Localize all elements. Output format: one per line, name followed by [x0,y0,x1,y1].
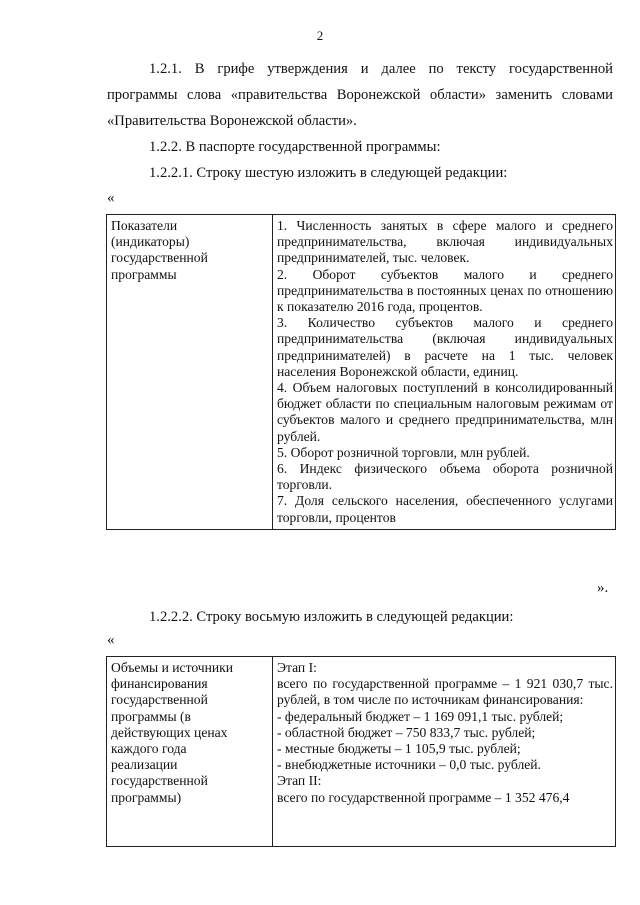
financing-label-cell [107,657,273,847]
stage-1-total: всего по государственной программе – 1 921 030,7 тыс. рублей, в том числе по источникам финансирования: [277,676,613,708]
financing-label-line: финансирования [111,676,208,692]
indicators-label-cell [107,215,273,530]
financing-label-line: Объемы и источники [111,660,234,675]
table-row [107,215,616,530]
table-row [107,657,616,847]
paragraph-1-2-1: 1.2.1. В грифе утверждения и далее по тексту государственной программы слова «правительства Воронежской области» заменить словами «Правительства Воронежской области». [107,61,613,129]
opening-quote-2: « [107,632,115,648]
indicator-item: 4. Объем налоговых поступлений в консолидированный бюджет области по специальным налоговым режимам от субъектов малого и среднего предпринимательства, млн рублей. [277,380,613,444]
indicators-list-cell [273,215,616,530]
financing-table [106,656,616,847]
financing-label-line: государственной [111,773,208,789]
financing-label-line: реализации [111,757,178,773]
financing-label-line: государственной [111,692,208,708]
stage-1-title: Этап I: [277,660,317,675]
funding-source: - областной бюджет – 750 833,7 тыс. рублей; [277,724,536,740]
indicator-item: 3. Количество субъектов малого и среднего предпринимательства (включая индивидуальных предпринимателей) в расчете на 1 тыс. человек населения Воронежской области, единиц. [277,315,613,379]
paragraph-1-2-2: 1.2.2. В паспорте государственной программы: [149,139,441,155]
stage-2-title: Этап II: [277,773,322,789]
indicator-item: 6. Индекс физического объема оборота розничной торговли. [277,461,613,493]
opening-quote-1: « [107,190,115,206]
page-number: 2 [316,28,324,43]
indicator-item: 2. Оборот субъектов малого и среднего предпринимательства в постоянных ценах по отношению к показателю 2016 года, процентов. [277,266,613,315]
indicator-item: 5. Оборот розничной торговли, млн рублей. [277,444,530,460]
paragraph-1-2-2-2: 1.2.2.2. Строку восьмую изложить в следующей редакции: [149,609,514,625]
financing-label-line: программы (в [111,708,191,724]
financing-label-line: программы) [111,789,182,805]
funding-source: - федеральный бюджет – 1 169 091,1 тыс. рублей; [277,708,564,724]
stage-2-total: всего по государственной программе – 1 352 476,4 [277,789,570,805]
financing-details-cell [273,657,616,847]
closing-quote-1: ». [597,580,609,596]
indicators-table [106,214,616,530]
indicator-item: 1. Численность занятых в сфере малого и среднего предпринимательства, включая индивидуальных предпринимателей, тыс. человек. [277,218,613,266]
financing-label-line: действующих ценах [111,724,228,740]
funding-source: - внебюджетные источники – 0,0 тыс. рублей. [277,757,541,773]
indicators-label: Показатели (индикаторы) государственной программы [111,218,208,282]
financing-label-line: каждого года [111,741,187,757]
paragraph-1-2-2-1: 1.2.2.1. Строку шестую изложить в следующей редакции: [149,165,508,181]
indicator-item: 7. Доля сельского населения, обеспеченного услугами торговли, процентов [277,493,613,525]
funding-source: - местные бюджеты – 1 105,9 тыс. рублей; [277,741,521,757]
